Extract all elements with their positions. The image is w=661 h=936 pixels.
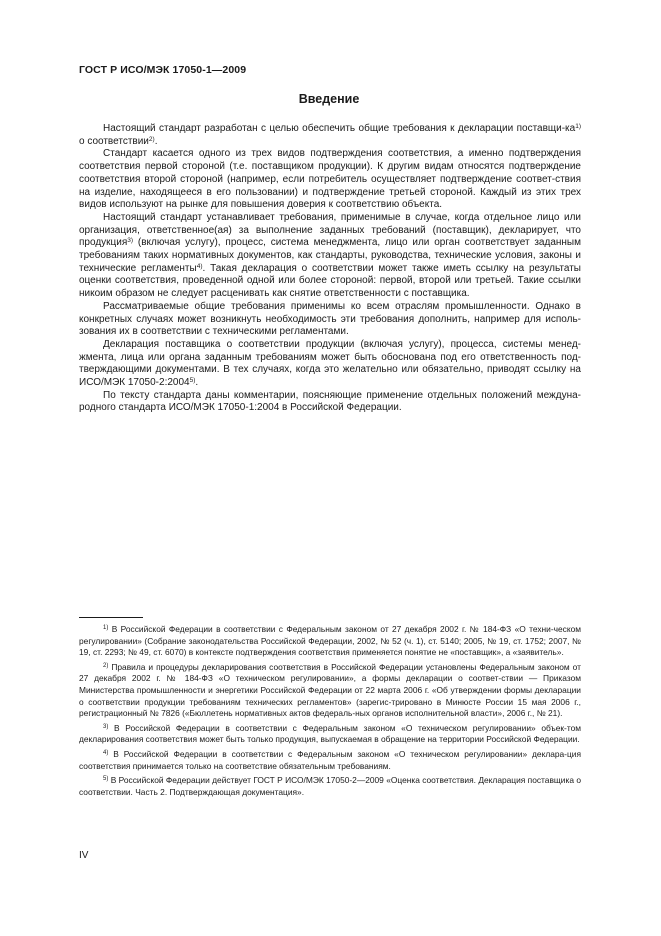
footnote-4: $^{4)}$ В Российской Федерации в соответствии с Федеральным законом «О техническом регулировании» деклара-ция соответствия принимается только на соответствие обязательным требованиям. bbox=[79, 748, 581, 771]
footnote-ref-5: 5) bbox=[189, 377, 196, 385]
footnote-ref-2: 2) bbox=[148, 135, 155, 143]
footnote-separator bbox=[79, 617, 143, 618]
footnotes-section bbox=[79, 624, 581, 801]
paragraph-1: Настоящий стандарт разработан с целью обеспечить общие требования к декларации поставщи-$ка^{1)}$ о соответствии$^{2)}$. bbox=[79, 123, 581, 147]
footnote-2: $^{2)}$ Правила и процедуры декларирования соответствия в Российской Федерации установлены Федеральным законом от 27 декабря 2002 г. № 184-ФЗ «О техническом регулировании», а формы декларации о соответ-ствии — Приказом Министерства промышленности и энергетики Российской Федерации от 22 марта 2006 г. «Об утверждении формы декларации о соответствии продукции требованиям технических регламентов» (зарегис-трировано в Минюсте России 15 мая 2006 г., регистрационный № 7826 («Бюллетень нормативных актов федераль-ных органов исполнительной власти», 2006 г., № 21). bbox=[79, 661, 581, 719]
paragraph-5: Декларация поставщика о соответствии продукции (включая услугу), процесса, системы менед-жмента, лица или органа заданным требованиям может быть обоснована под его ответственность под-тверждающими документами. В тех случаях, когда это желательно или обязательно, приводят ссылку на ИСО/МЭК 17050-2:2004$^{5)}$. bbox=[79, 338, 581, 389]
document-header-code: ГОСТ Р ИСО/МЭК 17050-1—2009 bbox=[79, 64, 247, 76]
footnote-1: $^{1)}$ В Российской Федерации в соответствии с Федеральным законом от 27 декабря 2002 г. № 184-ФЗ «О техни-ческом регулировании» (Собрание законодательства Российской Федерации, 2002, № 52 (ч. 1), ст. 5140; 2005, № 19, ст. 1752; 2007, № 19, ст. 2293; № 49, ст. 6070) в контексте подтверждения соответствия применяется понятие не «поставщик», а «заявитель». bbox=[79, 624, 581, 658]
footnote-ref-4: 4) bbox=[196, 262, 203, 270]
introduction-body bbox=[79, 123, 581, 415]
footnote-ref-1: 1) bbox=[575, 123, 581, 130]
paragraph-4: Рассматриваемые общие требования применимы ко всем отраслям промышленности. Однако в конкретных случаях может возникнуть необходимость эти требования дополнить, например для исполь-зования их в соответствии с техническими регламентами. bbox=[79, 300, 581, 338]
section-title: Введение bbox=[298, 92, 360, 106]
footnote-3: $^{3)}$ В Российской Федерации в соответствии с Федеральным законом «О техническом регулировании» объек-том декларирования соответствия может быть только продукция, выпускаемая в обращение на территории Российской Федерации. bbox=[79, 722, 581, 745]
footnote-5: $^{5)}$ В Российской Федерации действует ГОСТ Р ИСО/МЭК 17050-2—2009 «Оценка соответствия. Декларация поставщика о соответствии. Часть 2. Подтверждающая документация». bbox=[79, 775, 581, 797]
footnote-ref-3: 3) bbox=[127, 237, 134, 245]
paragraph-6: По тексту стандарта даны комментарии, поясняющие применение отдельных положений междуна-родного стандарта ИСО/МЭК 17050-1:2004 в Российской Федерации. bbox=[79, 389, 581, 414]
paragraph-2: Стандарт касается одного из трех видов подтверждения соответствия, а именно подтверждения соответствия первой стороной (т.е. поставщиком продукции). К другим видам относятся подтверждение соответствия второй стороной (например, если потребитель осуществляет подтверждение соответ-ствия на изделие, находящееся в его пользовании) и подтверждение третьей стороной. Каждый из этих трех видов используют на рынке для повышения доверия к соответствию объекта. bbox=[79, 148, 581, 211]
paragraph-3: Настоящий стандарт устанавливает требования, применимые в случае, когда отдельное лицо или организация, ответственное(ая) за выполнение заданных требований (поставщик), декларирует, что продукция$^{3)}$ (включая услугу), процесс, система менеджмента, лицо или орган соответствует заданным требованиям таких нормативных документов, как стандарты, руководства, технические условия, законы и технические регламенты$^{4)}$. Такая декларация о соответствии может также иметь ссылку на результаты оценки соответствия, проведенной одной или более стороной: первой, второй или третьей. Такие ссылки никоим образом не следует расценивать как снятие ответственности с поставщика. bbox=[79, 211, 581, 300]
page-number: IV bbox=[79, 850, 89, 861]
